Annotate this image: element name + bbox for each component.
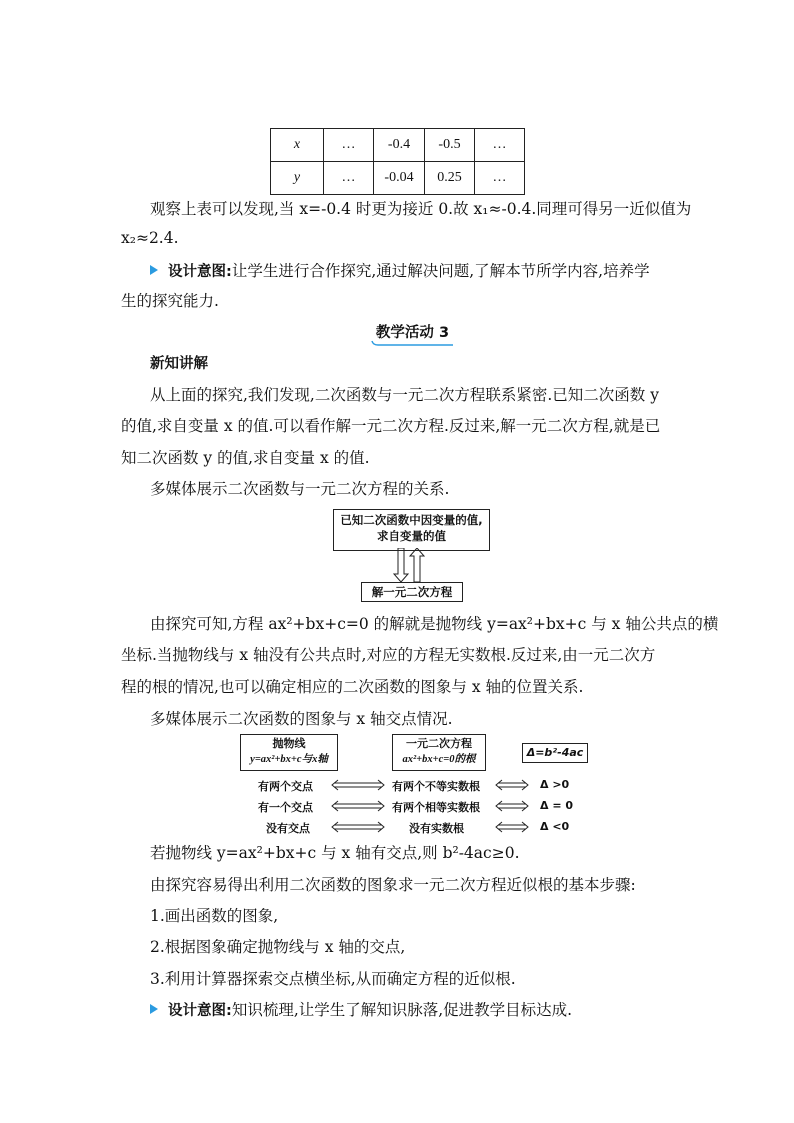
paragraph-line: 多媒体展示二次函数与一元二次方程的关系. xyxy=(150,480,450,498)
double-arrows-icon xyxy=(330,778,570,838)
design-intent-text: 让学生进行合作探究,通过解决问题,了解本节所学内容,培养学 xyxy=(231,262,650,280)
activity-underline-icon xyxy=(370,339,455,347)
row-c: Δ <0 xyxy=(540,820,570,833)
table-cell: x xyxy=(271,129,324,162)
paragraph-line: x₂≈2.4. xyxy=(121,229,179,247)
value-table xyxy=(270,128,525,195)
box-line: 抛物线 xyxy=(272,737,306,750)
equation-header-box xyxy=(392,734,486,771)
row-a: 有两个交点 xyxy=(258,780,313,793)
table-cell: … xyxy=(475,129,525,162)
triangle-bullet-icon xyxy=(150,265,158,275)
table-cell: … xyxy=(324,129,374,162)
section-title: 新知讲解 xyxy=(150,356,208,372)
paragraph-line: 由探究容易得出利用二次函数的图象求一元二次方程近似根的基本步骤: xyxy=(150,876,636,894)
discriminant-header-box: Δ=b²-4ac xyxy=(522,743,588,763)
paragraph-line: 多媒体展示二次函数的图象与 x 轴交点情况. xyxy=(150,710,453,728)
parabola-header-box xyxy=(240,734,338,771)
row-a: 有一个交点 xyxy=(258,801,313,814)
solve-equation-box: 解一元二次方程 xyxy=(361,582,463,602)
table-cell: y xyxy=(271,162,324,195)
triangle-bullet-icon xyxy=(150,1004,158,1014)
table-row xyxy=(271,162,525,195)
paragraph-line: 的值,求自变量 x 的值.可以看作解一元二次方程.反过来,解一元二次方程,就是已 xyxy=(121,417,661,435)
row-a: 没有交点 xyxy=(266,822,310,835)
paragraph-line: 由探究可知,方程 ax²+bx+c=0 的解就是抛物线 y=ax²+bx+c 与 x 轴公共点的横 xyxy=(150,615,719,633)
table-cell: … xyxy=(324,162,374,195)
known-function-value-box xyxy=(333,509,490,551)
paragraph-line: 若抛物线 y=ax²+bx+c 与 x 轴有交点,则 b²-4ac≥0. xyxy=(150,844,520,862)
activity-title xyxy=(370,321,455,342)
table-cell: -0.5 xyxy=(425,129,475,162)
table-cell: … xyxy=(475,162,525,195)
row-c: Δ = 0 xyxy=(540,799,574,812)
box-line: ax²+bx+c=0的根 xyxy=(402,754,476,765)
design-intent-label: 设计意图: xyxy=(168,1003,232,1019)
row-b: 有两个不等实数根 xyxy=(392,780,480,793)
row-b: 有两个相等实数根 xyxy=(392,801,480,814)
paragraph-line: 生的探究能力. xyxy=(121,292,219,310)
design-intent-1 xyxy=(150,261,684,282)
table-row xyxy=(271,129,525,162)
activity-title-text: 教学活动 3 xyxy=(375,325,450,341)
design-intent-label: 设计意图: xyxy=(168,264,232,280)
paragraph-line: 坐标.当抛物线与 x 轴没有公共点时,对应的方程无实数根.反过来,由一元二次方 xyxy=(121,646,656,664)
table-cell: -0.4 xyxy=(374,129,425,162)
design-intent-2 xyxy=(150,1000,684,1021)
box-line: 求自变量的值 xyxy=(377,529,446,543)
double-arrow-icon xyxy=(390,548,430,584)
row-b: 没有实数根 xyxy=(409,822,464,835)
step-item: 3.利用计算器探索交点横坐标,从而确定方程的近似根. xyxy=(150,970,516,988)
box-line: 一元二次方程 xyxy=(406,737,472,750)
row-c: Δ >0 xyxy=(540,778,570,791)
box-line: 已知二次函数中因变量的值, xyxy=(340,513,483,527)
step-item: 2.根据图象确定抛物线与 x 轴的交点, xyxy=(150,938,406,956)
table-cell: 0.25 xyxy=(425,162,475,195)
paragraph-line: 知二次函数 y 的值,求自变量 x 的值. xyxy=(121,449,370,467)
table-cell: -0.04 xyxy=(374,162,425,195)
paragraph-line: 观察上表可以发现,当 x=-0.4 时更为接近 0.故 x₁≈-0.4.同理可得另一近似值为 xyxy=(150,200,692,218)
design-intent-text: 知识梳理,让学生了解知识脉落,促进教学目标达成. xyxy=(231,1001,573,1019)
box-line: y=ax²+bx+c与x轴 xyxy=(250,754,328,765)
paragraph-line: 程的根的情况,也可以确定相应的二次函数的图象与 x 轴的位置关系. xyxy=(121,678,584,696)
paragraph-line: 从上面的探究,我们发现,二次函数与一元二次方程联系紧密.已知二次函数 y xyxy=(150,386,659,404)
step-item: 1.画出函数的图象, xyxy=(150,907,279,925)
